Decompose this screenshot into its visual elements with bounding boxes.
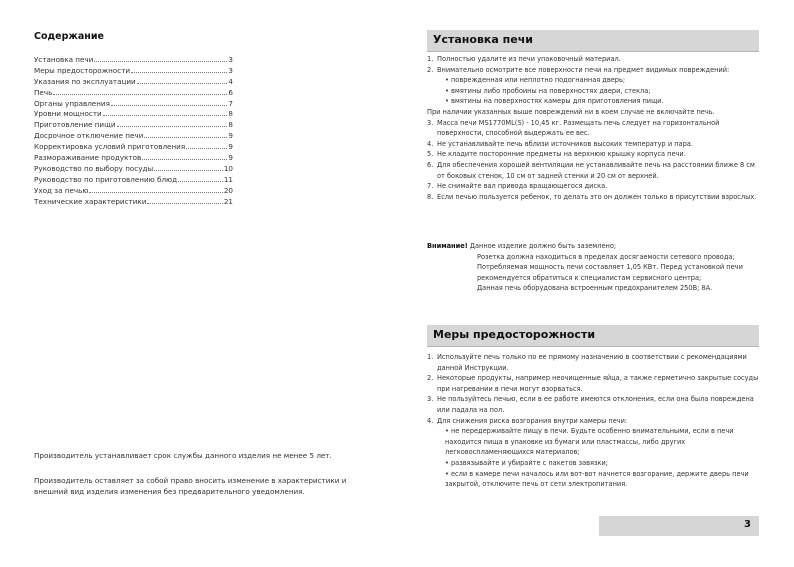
list-subitem	[427, 469, 759, 490]
toc-entry-page: 21	[223, 196, 233, 206]
toc-entry	[34, 186, 233, 197]
toc-entry	[34, 99, 233, 110]
list-item-text: Некоторые продукты, например неочищенные яйца, а также герметично закрытые сосуды при нагревании в печи могут взорваться.	[437, 374, 759, 393]
toc-entry-page: 7	[228, 98, 233, 108]
toc-leader-dots	[142, 159, 227, 160]
section-header-installation	[427, 30, 759, 52]
toc-entry-title: Технические характеристики	[34, 196, 147, 206]
list-item-text: Не устанавливайте печь вблизи источников высоких температур и пара.	[437, 139, 693, 148]
list-item	[427, 118, 759, 139]
list-subitem	[427, 75, 759, 86]
toc-entry	[34, 142, 233, 153]
list-item-text: Внимательно осмотрите все поверхности печи на предмет видимых повреждений:	[437, 65, 730, 74]
list-item	[427, 149, 759, 160]
list-item	[427, 107, 759, 118]
toc-entry	[34, 77, 233, 88]
list-item-text: Полностью удалите из печи упаковочный материал.	[437, 55, 621, 63]
toc-leader-dots	[89, 192, 222, 193]
list-item-text: Не снимайте вал привода вращающегося диска.	[437, 182, 608, 191]
section-header-precautions	[427, 325, 759, 347]
toc-entry-page: 8	[228, 120, 233, 130]
list-item-number: 6.	[427, 160, 434, 169]
list-item	[427, 139, 759, 150]
page-number: 3	[744, 519, 751, 530]
toc-entry	[34, 88, 233, 99]
list-subitem	[427, 458, 759, 469]
toc-entry-title: Указания по эксплуатации	[34, 76, 136, 86]
toc-leader-dots	[111, 105, 227, 106]
toc-entry-page: 10	[223, 163, 233, 173]
toc-entry	[34, 120, 233, 131]
list-item-number: 1.	[427, 353, 434, 361]
toc-leader-dots	[154, 170, 223, 171]
list-subitem	[427, 96, 759, 107]
warning-line: Потребляемая мощность печи составляет 1,05 КВт. Перед установкой печи рекомендуется обратиться к специалистам сервисного центра;	[477, 263, 743, 282]
installation-list	[427, 54, 759, 202]
toc-leader-dots	[103, 115, 228, 116]
rights-note: Производитель оставляет за собой право вносить изменение в характеристики и внешний вид изделия изменения без предварительного уведомления.	[34, 476, 347, 496]
toc-entry	[34, 55, 233, 66]
toc-leader-dots	[131, 72, 227, 73]
toc-entry	[34, 66, 233, 77]
toc-entry-title: Приготовление пищи	[34, 120, 116, 130]
list-item-number: 8.	[427, 192, 434, 201]
list-item-number: 4.	[427, 139, 434, 148]
list-item-text: • поврежденная или неплотно подогнанная дверь;	[445, 76, 626, 85]
list-item	[427, 181, 759, 192]
warning-block	[427, 241, 759, 294]
toc-entry-page: 9	[228, 131, 233, 141]
list-item	[427, 160, 759, 181]
toc-entry-title: Корректировка условий приготовления	[34, 142, 186, 152]
list-item-text: Используйте печь только по ее прямому назначению в соответствии с рекомендациями данной Инструкции.	[437, 353, 747, 372]
toc-entry-title: Органы управления	[34, 98, 110, 108]
list-item-text: Если печью пользуется ребенок, то делать это он должен только в присутствии взрослых.	[437, 192, 757, 201]
list-item	[427, 65, 759, 76]
toc-entry-page: 9	[228, 153, 233, 163]
table-of-contents	[34, 55, 233, 207]
list-item	[427, 352, 759, 373]
toc-leader-dots	[144, 137, 227, 138]
toc-entry-title: Уход за печью	[34, 185, 89, 195]
toc-leader-dots	[53, 94, 227, 95]
list-item-text: Для обеспечения хорошей вентиляции не устанавливайте печь на расстоянии ближе 8 см от боковых стенок, 10 см от задней стенки и 20 см от верхней.	[437, 160, 755, 180]
toc-entry-page: 3	[228, 65, 233, 75]
list-item-text: • не передерживайте пищу в печи. Будьте особенно внимательными, если в печи находится пища в упаковке из бумаги или пластмассы, либо других легковоспламеняющихся материалов;	[445, 427, 734, 457]
warning-label: Внимание!	[427, 242, 468, 250]
list-item-number: 2.	[427, 65, 434, 74]
warning-line: Данная печь оборудована встроенным предохранителем 250В; 8А.	[477, 284, 713, 293]
precautions-list	[427, 352, 759, 490]
list-item-number: 7.	[427, 182, 434, 191]
list-item-number: 4.	[427, 416, 434, 425]
toc-entry-title: Уровни мощности	[34, 109, 102, 119]
right-page	[397, 0, 794, 567]
toc-entry-page: 9	[228, 142, 233, 152]
section-title: Установка печи	[433, 33, 533, 46]
list-item-text: При наличии указанных выше повреждений ни в коем случае не включайте печь.	[427, 107, 715, 116]
list-item-text: Не кладите посторонние предметы на верхнюю крышку корпуса печи.	[437, 150, 686, 159]
toc-entry	[34, 131, 233, 142]
toc-leader-dots	[117, 126, 228, 127]
toc-entry-title: Досрочное отключение печи	[34, 131, 144, 141]
list-item-number: 5.	[427, 150, 434, 159]
toc-leader-dots	[137, 83, 228, 84]
toc-entry-page: 4	[228, 76, 233, 86]
list-item	[427, 373, 759, 394]
toc-entry-title: Установка печи	[34, 55, 94, 64]
list-item	[427, 192, 759, 203]
list-item-number: 3.	[427, 118, 434, 127]
list-item-text: • развязывайте и убирайте с пакетов завязки;	[445, 458, 608, 467]
warning-line: Данное изделие должно быть заземлено;	[469, 242, 617, 250]
toc-entry-title: Меры предосторожности	[34, 65, 131, 75]
list-item	[427, 394, 759, 415]
list-subitem	[427, 426, 759, 458]
toc-entry	[34, 164, 233, 175]
list-item	[427, 54, 759, 65]
toc-entry-page: 20	[223, 185, 233, 195]
list-item-text: • вмятины либо пробоины на поверхностях двери, стекла;	[445, 86, 651, 95]
toc-leader-dots	[186, 148, 227, 149]
toc-entry	[34, 153, 233, 164]
toc-heading: Содержание	[34, 31, 104, 42]
warning-line: Розетка должна находиться в пределах досягаемости сетевого провода;	[477, 252, 735, 261]
toc-entry	[34, 197, 233, 208]
toc-leader-dots	[147, 203, 222, 204]
toc-entry-title: Руководство по приготовлению блюд	[34, 174, 178, 184]
list-item-number: 3.	[427, 395, 434, 404]
list-item-text: Не пользуйтесь печью, если в ее работе имеются отклонения, если она была повреждена или падала на пол.	[437, 395, 754, 414]
list-subitem	[427, 86, 759, 97]
list-item-text: Масса печи MS1770ML(S) - 10,45 кг. Размещать печь следует на горизонтальной поверхности, способной выдержать ее вес.	[437, 118, 720, 138]
toc-entry	[34, 109, 233, 120]
section-title: Меры предосторожности	[433, 328, 596, 341]
toc-leader-dots	[94, 61, 227, 62]
toc-leader-dots	[178, 181, 223, 182]
list-item-text: • вмятины на поверхностях камеры для приготовления пищи.	[445, 97, 664, 106]
toc-entry	[34, 175, 233, 186]
toc-entry-page: 6	[228, 87, 233, 97]
list-item-number: 2.	[427, 374, 434, 383]
toc-entry-page: 3	[228, 55, 233, 64]
toc-entry-title: Печь	[34, 87, 53, 97]
toc-entry-title: Руководство по выбору посуды	[34, 163, 154, 173]
list-item-text: Для снижения риска возгорания внутри камеры печи:	[437, 416, 628, 425]
list-item	[427, 416, 759, 427]
toc-entry-title: Размораживание продуктов	[34, 153, 142, 163]
toc-entry-page: 11	[223, 174, 233, 184]
list-item-text: • если в камере печи началось или вот-вот начнется возгорание, держите дверь печи закрытой, отключите печь от сети электропитания.	[445, 469, 749, 489]
page-number-bar	[599, 516, 759, 536]
toc-entry-page: 8	[228, 109, 233, 119]
service-life-note: Производитель устанавливает срок службы данного изделия не менее 5 лет.	[34, 451, 332, 460]
list-item-number: 1.	[427, 55, 434, 63]
